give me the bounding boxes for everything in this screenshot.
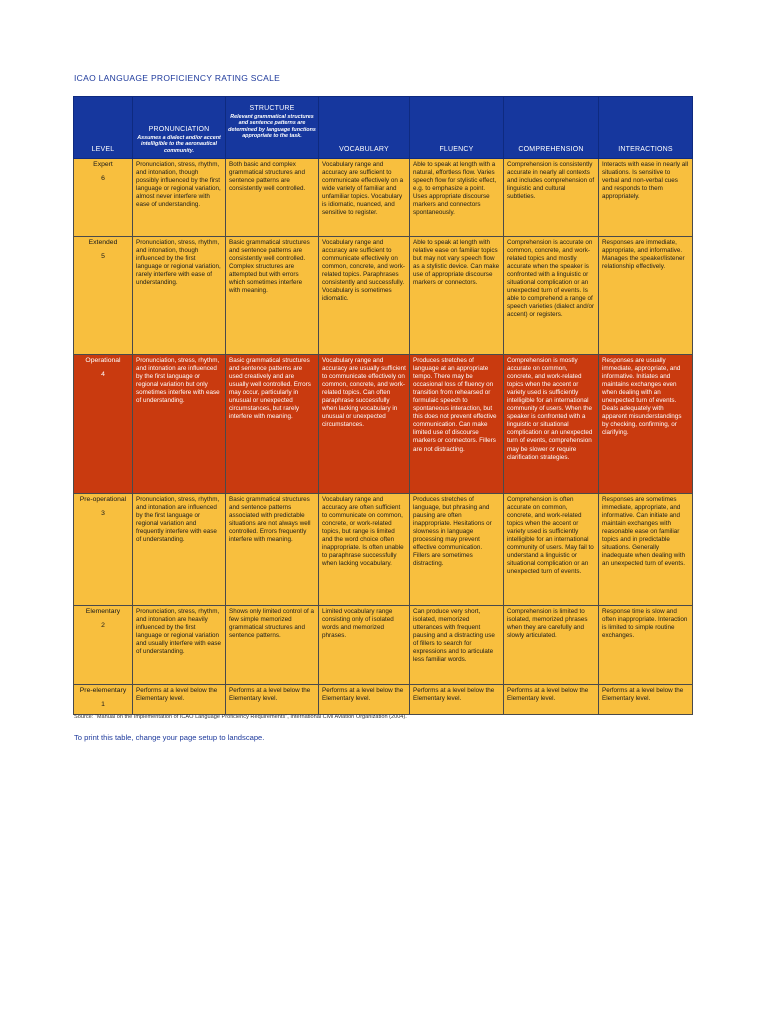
structure-cell: Both basic and complex grammatical structures and sentence patterns are consistently well controlled.: [226, 159, 319, 237]
pronunciation-cell: Pronunciation, stress, rhythm, and intonation are heavily influenced by the first language or regional variation and usually interfere with ease of understanding.: [133, 606, 226, 685]
table-row-pre-operational: [74, 494, 693, 606]
fluency-cell: Able to speak at length with relative ease on familiar topics but may not vary speech flow as a stylistic device. Can make use of appropriate discourse markers or connectors.: [410, 237, 504, 355]
header-interactions: INTERACTIONS: [599, 97, 693, 159]
pronunciation-cell: Pronunciation, stress, rhythm, and intonation are influenced by the first language or regional variation and frequently interfere with ease of understanding.: [133, 494, 226, 606]
page-title: ICAO LANGUAGE PROFICIENCY RATING SCALE: [74, 73, 281, 83]
level-number: 4: [101, 370, 105, 378]
comprehension-cell: Comprehension is accurate on common, concrete, and work-related topics and mostly accurate when the speaker is confronted with a linguistic or situational complication or an unexpected turn of events. Is able to comprehend a range of speech varieties (dialect and/or accent) or registers.: [504, 237, 599, 355]
level-number: 3: [101, 509, 105, 517]
header-pronunciation-note: Assumes a dialect and/or accent intelligible to the aeronautical community.: [137, 134, 221, 154]
level-cell: [74, 159, 133, 237]
vocabulary-cell: Vocabulary range and accuracy are often sufficient to communicate on common, concrete, or work-related topics, but range is limited and the word choice often inappropriate. Is often unable to paraphrase successfully when lacking vocabulary.: [319, 494, 410, 606]
interactions-cell: Performs at a level below the Elementary level.: [599, 685, 693, 715]
interactions-cell: Interacts with ease in nearly all situations. Is sensitive to verbal and non-verbal cues and responds to them appropriately.: [599, 159, 693, 237]
table-row-extended: [74, 237, 693, 355]
vocabulary-cell: Limited vocabulary range consisting only of isolated words and memorized phrases.: [319, 606, 410, 685]
comprehension-cell: Comprehension is mostly accurate on common, concrete, and work-related topics when the accent or variety used is sufficiently intelligible for an international community of users. When the speaker is confronted with a linguistic or situational complication or an unexpected turn of events, comprehension may be slower or require clarification strategies.: [504, 355, 599, 494]
comprehension-cell: Performs at a level below the Elementary level.: [504, 685, 599, 715]
level-number: 6: [101, 174, 105, 182]
interactions-cell: Response time is slow and often inappropriate. Interaction is limited to simple routine exchanges.: [599, 606, 693, 685]
level-cell: [74, 685, 133, 715]
header-pronunciation: PRONUNCIATION Assumes a dialect and/or accent intelligible to the aeronautical community.: [133, 97, 226, 159]
structure-cell: Basic grammatical structures and sentence patterns are used creatively and are usually well controlled. Errors may occur, particularly in unusual or unexpected circumstances, but rarely interfere with meaning.: [226, 355, 319, 494]
vocabulary-cell: Vocabulary range and accuracy are usually sufficient to communicate effectively on common, concrete, and work-related topics. Can often paraphrase successfully when lacking vocabulary in unusual or unexpected circumstances.: [319, 355, 410, 494]
fluency-cell: Produces stretches of language at an appropriate tempo. There may be occasional loss of fluency on transition from rehearsed or formulaic speech to spontaneous interaction, but this does not prevent effective communication. Can make limited use of discourse markers or connectors. Fillers are not distracting.: [410, 355, 504, 494]
interactions-cell: Responses are immediate, appropriate, and informative. Manages the speaker/listener relationship effectively.: [599, 237, 693, 355]
comprehension-cell: Comprehension is limited to isolated, memorized phrases when they are carefully and slowly articulated.: [504, 606, 599, 685]
header-structure-note: Relevant grammatical structures and sentence patterns are determined by language functions appropriate to the task.: [228, 113, 316, 140]
structure-cell: Basic grammatical structures and sentence patterns associated with predictable situations are not always well controlled. Errors frequently interfere with meaning.: [226, 494, 319, 606]
fluency-cell: Able to speak at length with a natural, effortless flow. Varies speech flow for stylistic effect, e.g. to emphasize a point. Uses appropriate discourse markers and connectors spontaneously.: [410, 159, 504, 237]
level-name: Operational: [85, 357, 121, 364]
level-name: Expert: [93, 161, 113, 168]
header-level: LEVEL: [74, 97, 133, 159]
rating-scale-table: [73, 96, 693, 715]
table-row-elementary: [74, 606, 693, 685]
comprehension-cell: Comprehension is consistently accurate in nearly all contexts and includes comprehension of linguistic and cultural subtleties.: [504, 159, 599, 237]
structure-cell: Performs at a level below the Elementary level.: [226, 685, 319, 715]
vocabulary-cell: Vocabulary range and accuracy are sufficient to communicate effectively on common, concrete, and work-related topics. Paraphrases consistently and successfully. Vocabulary is sometimes idiomatic.: [319, 237, 410, 355]
level-number: 1: [101, 700, 105, 708]
level-number: 5: [101, 252, 105, 260]
fluency-cell: Performs at a level below the Elementary level.: [410, 685, 504, 715]
source-citation: Source: "Manual on the Implementation of ICAO Language Proficiency Requirements", International Civil Aviation Organization (2004).: [74, 714, 407, 720]
vocabulary-cell: Vocabulary range and accuracy are sufficient to communicate effectively on a wide variety of familiar and unfamiliar topics. Vocabulary is idiomatic, nuanced, and sensitive to register.: [319, 159, 410, 237]
level-number: 2: [101, 621, 105, 629]
interactions-cell: Responses are sometimes immediate, appropriate, and informative. Can initiate and maintain exchanges with reasonable ease on familiar topics and in predictable situations. Generally inadequate when dealing with an unexpected turn of events.: [599, 494, 693, 606]
pronunciation-cell: Performs at a level below the Elementary level.: [133, 685, 226, 715]
pronunciation-cell: Pronunciation, stress, rhythm, and intonation are influenced by the first language or regional variation but only sometimes interfere with ease of understanding.: [133, 355, 226, 494]
level-cell: [74, 237, 133, 355]
level-cell: [74, 494, 133, 606]
table-header-row: [74, 97, 693, 159]
level-cell: [74, 606, 133, 685]
structure-cell: Basic grammatical structures and sentence patterns are consistently well controlled. Complex structures are attempted but with errors which sometimes interfere with meaning.: [226, 237, 319, 355]
fluency-cell: Produces stretches of language, but phrasing and pausing are often inappropriate. Hesitations or slowness in language processing may prevent effective communication. Fillers are sometimes distracting.: [410, 494, 504, 606]
level-name: Pre-operational: [79, 496, 127, 503]
level-cell: [74, 355, 133, 494]
header-vocabulary: VOCABULARY: [319, 97, 410, 159]
table-row-operational: [74, 355, 693, 494]
fluency-cell: Can produce very short, isolated, memorized utterances with frequent pausing and a distracting use of fillers to search for expressions and to articulate less familiar words.: [410, 606, 504, 685]
pronunciation-cell: Pronunciation, stress, rhythm, and intonation, though possibly influenced by the first language or regional variation, almost never interfere with ease of understanding.: [133, 159, 226, 237]
header-structure: STRUCTURE Relevant grammatical structures and sentence patterns are determined by language functions appropriate to the task.: [226, 97, 319, 159]
level-name: Pre-elementary: [79, 687, 127, 694]
print-note: To print this table, change your page setup to landscape.: [74, 733, 265, 742]
vocabulary-cell: Performs at a level below the Elementary level.: [319, 685, 410, 715]
comprehension-cell: Comprehension is often accurate on common, concrete, and work-related topics when the accent or variety used is sufficiently intelligible for an international community of users. May fail to understand a linguistic or situational complication or an unexpected turn of events.: [504, 494, 599, 606]
interactions-cell: Responses are usually immediate, appropriate, and informative. Initiates and maintains exchanges even when dealing with an unexpected turn of events. Deals adequately with apparent misunderstandings by checking, confirming, or clarifying.: [599, 355, 693, 494]
header-comprehension: COMPREHENSION: [504, 97, 599, 159]
header-fluency: FLUENCY: [410, 97, 504, 159]
table-row-expert: [74, 159, 693, 237]
structure-cell: Shows only limited control of a few simple memorized grammatical structures and sentence patterns.: [226, 606, 319, 685]
table-row-pre-elementary: [74, 685, 693, 715]
level-name: Extended: [88, 239, 118, 246]
level-name: Elementary: [85, 608, 121, 615]
pronunciation-cell: Pronunciation, stress, rhythm, and intonation, though influenced by the first language or regional variation, rarely interfere with ease of understanding.: [133, 237, 226, 355]
